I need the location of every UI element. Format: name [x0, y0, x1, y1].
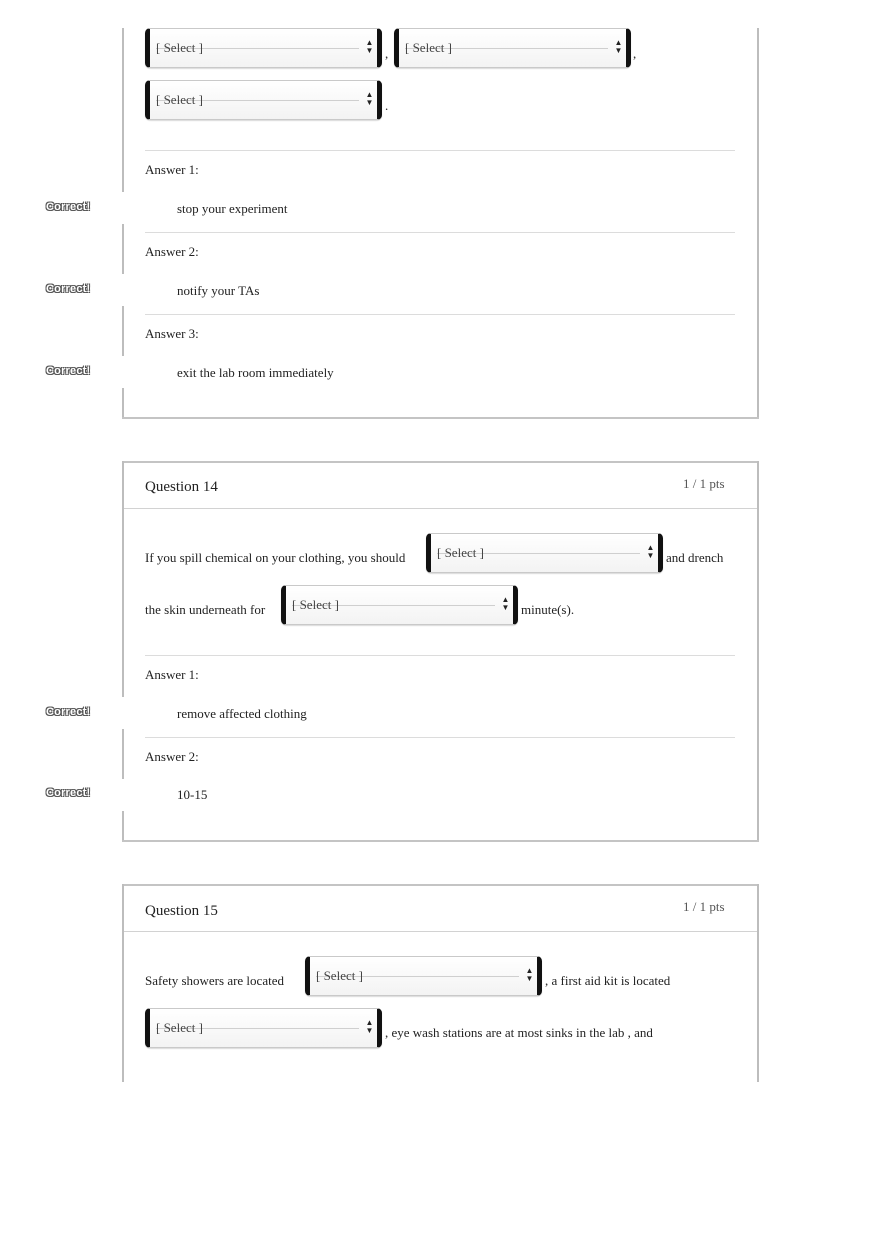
question-title: Question 15	[145, 903, 218, 919]
select-arrows-icon: ▲ ▼	[501, 595, 510, 612]
card-border-bottom	[122, 840, 759, 842]
answer-label: Answer 2:	[145, 244, 199, 259]
question-text: the skin underneath for	[145, 602, 266, 617]
card-border-left	[122, 388, 124, 419]
select-arrows-icon: ▲ ▼	[646, 543, 655, 560]
blank-select-3[interactable]	[145, 80, 382, 120]
points-label: 1 / 1 pts	[683, 476, 725, 491]
header-divider	[124, 931, 757, 932]
select-arrows-icon: ▲ ▼	[365, 90, 374, 107]
divider	[145, 232, 735, 233]
card-border-left	[122, 224, 124, 274]
blank-select-6[interactable]	[305, 956, 542, 996]
card-border-left	[122, 28, 124, 192]
question-text: If you spill chemical on your clothing, you should	[145, 550, 406, 565]
answer-value: remove affected clothing	[177, 706, 307, 721]
comma-text: ,	[385, 46, 389, 61]
card-border-left	[122, 884, 124, 1082]
answer-value: 10-15	[177, 787, 208, 802]
answer-value: stop your experiment	[177, 201, 288, 216]
correct-badge: Correct!	[46, 283, 91, 295]
select-arrows-icon: ▲ ▼	[525, 966, 534, 983]
card-border-left	[122, 811, 124, 842]
correct-badge: Correct!	[46, 787, 91, 799]
header-divider	[124, 508, 757, 509]
blank-select-2[interactable]	[394, 28, 631, 68]
blank-select-5[interactable]	[281, 585, 518, 625]
select-placeholder: [ Select ]	[156, 1020, 203, 1035]
card-border-right	[757, 28, 759, 419]
question-text: , eye wash stations are at most sinks in the lab , and	[385, 1025, 653, 1040]
answer-label: Answer 1:	[145, 667, 199, 682]
select-placeholder: [ Select ]	[405, 40, 452, 55]
divider	[145, 737, 735, 738]
answer-label: Answer 1:	[145, 162, 199, 177]
card-border-left	[122, 729, 124, 779]
points-label: 1 / 1 pts	[683, 899, 725, 914]
card-border-bottom	[122, 417, 759, 419]
question-text: and drench	[666, 550, 724, 565]
select-placeholder: [ Select ]	[437, 545, 484, 560]
select-placeholder: [ Select ]	[292, 597, 339, 612]
select-arrows-icon: ▲ ▼	[614, 38, 623, 55]
card-border-top	[122, 461, 759, 463]
select-placeholder: [ Select ]	[156, 92, 203, 107]
divider	[145, 314, 735, 315]
card-border-right	[757, 461, 759, 842]
comma-text: ,	[633, 46, 637, 61]
divider	[145, 150, 735, 151]
blank-select-4[interactable]	[426, 533, 663, 573]
answer-label: Answer 3:	[145, 326, 199, 341]
card-border-left	[122, 306, 124, 356]
select-placeholder: [ Select ]	[156, 40, 203, 55]
answer-value: exit the lab room immediately	[177, 365, 334, 380]
blank-select-7[interactable]	[145, 1008, 382, 1048]
answer-value: notify your TAs	[177, 283, 260, 298]
question-text: , a first aid kit is located	[545, 973, 671, 988]
card-border-top	[122, 884, 759, 886]
card-border-right	[757, 884, 759, 1082]
blank-select-1[interactable]	[145, 28, 382, 68]
correct-badge: Correct!	[46, 365, 91, 377]
correct-badge: Correct!	[46, 201, 91, 213]
period-text: .	[385, 98, 389, 113]
select-arrows-icon: ▲ ▼	[365, 1018, 374, 1035]
divider	[145, 655, 735, 656]
correct-badge: Correct!	[46, 706, 91, 718]
question-title: Question 14	[145, 479, 218, 495]
select-placeholder: [ Select ]	[316, 968, 363, 983]
answer-label: Answer 2:	[145, 749, 199, 764]
question-text: minute(s).	[521, 602, 575, 617]
card-border-left	[122, 461, 124, 697]
select-arrows-icon: ▲ ▼	[365, 38, 374, 55]
question-text: Safety showers are located	[145, 973, 284, 988]
